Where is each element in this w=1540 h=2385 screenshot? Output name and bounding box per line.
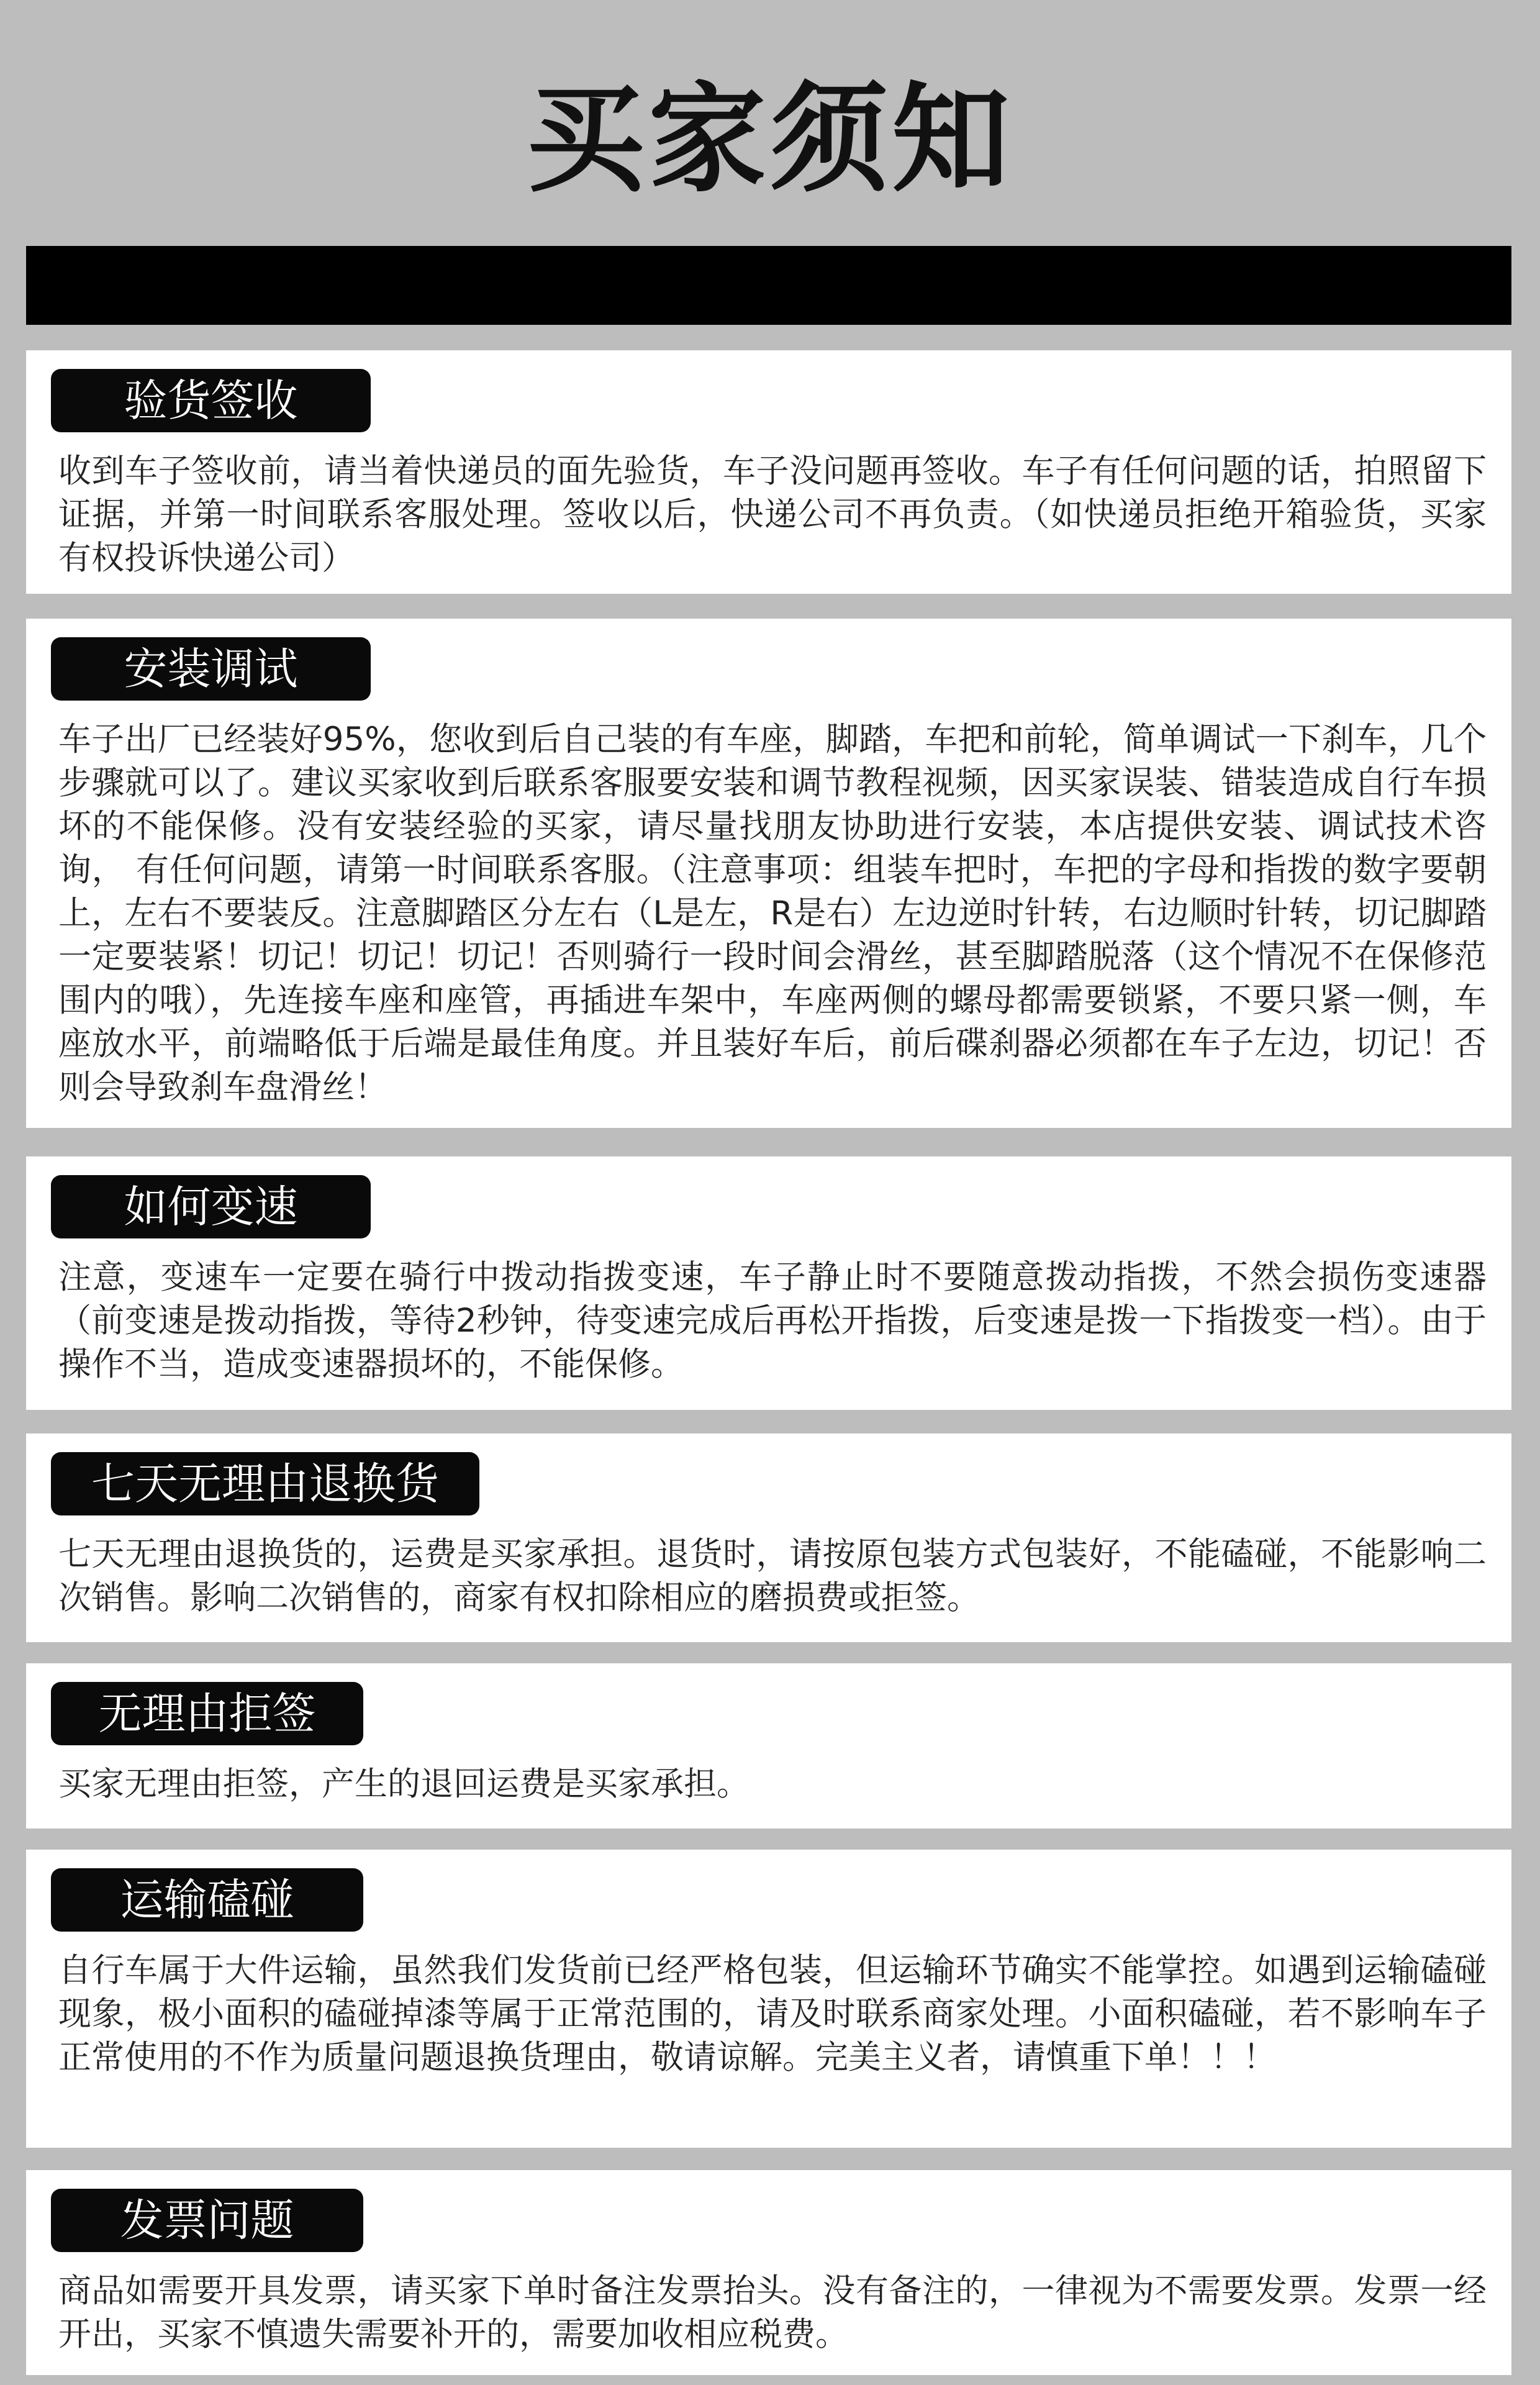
section-text: 自行车属于大件运输，虽然我们发货前已经严格包装，但运输环节确实不能掌控。如遇到运输磕碰现象，极小面积的磕碰掉漆等属于正常范围的，请及时联系商家处理。小面积磕碰，若不影响车子正常使用的不作为质量问题退换货理由，敬请谅解。完美主义者，请慎重下单！！！ xyxy=(58,1951,1487,2076)
section-text: 车子出厂已经装好95%，您收到后自己装的有车座，脚踏，车把和前轮，简单调试一下刹车，几个步骤就可以了。建议买家收到后联系客服要安装和调节教程视频，因买家误装、错装造成自行车损坏的不能保修。没有安装经验的买家，请尽量找朋友协助进行安装，本店提供安装、调试技术咨询， 有任何问题，请第一时间联系客服。（注意事项：组装车把时，车把的字母和指拨的数字要朝上，左右不要装反。注意脚踏区分左右（L是左，R是右）左边逆时针转，右边顺时针转，切记脚踏一定要装紧！切记！切记！切记！否则骑行一段时间会滑丝，甚至脚踏脱落（这个情况不在保修范围内的哦），先连接车座和座管，再插进车架中，车座两侧的螺母都需要锁紧，不要只紧一侧，车座放水平，前端略低于后端是最佳角度。并且装好车后，前后碟刹器必须都在车子左边，切记！否则会导致刹车盘滑丝！ xyxy=(58,720,1487,1106)
section-label: 安装调试 xyxy=(51,637,371,701)
section-text: 收到车子签收前，请当着快递员的面先验货，车子没问题再签收。车子有任何问题的话，拍照留下证据，并第一时间联系客服处理。签收以后，快递公司不再负责。（如快递员拒绝开箱验货，买家有权投诉快递公司） xyxy=(58,452,1487,577)
section-label: 七天无理由退换货 xyxy=(51,1452,479,1515)
header-divider-bar xyxy=(26,246,1511,325)
section-refusal-without-reason xyxy=(26,1663,1511,1828)
section-label: 运输磕碰 xyxy=(51,1868,363,1932)
section-text: 买家无理由拒签，产生的退回运费是买家承担。 xyxy=(58,1765,750,1803)
section-gear-shifting xyxy=(26,1156,1511,1410)
section-label: 发票问题 xyxy=(51,2189,363,2252)
section-text: 七天无理由退换货的，运费是买家承担。退货时，请按原包装方式包装好，不能磕碰，不能影响二次销售。影响二次销售的，商家有权扣除相应的磨损费或拒签。 xyxy=(58,1535,1487,1617)
section-inspection-signing xyxy=(26,350,1511,594)
section-label: 无理由拒签 xyxy=(51,1682,363,1745)
section-label: 验货签收 xyxy=(51,369,371,432)
section-text: 商品如需要开具发票，请买家下单时备注发票抬头。没有备注的，一律视为不需要发票。发票一经开出，买家不慎遗失需要补开的，需要加收相应税费。 xyxy=(58,2272,1487,2353)
section-label: 如何变速 xyxy=(51,1175,371,1238)
section-shipping-damage xyxy=(26,1850,1511,2148)
section-invoice xyxy=(26,2170,1511,2375)
section-installation-adjustment xyxy=(26,619,1511,1128)
section-seven-day-return xyxy=(26,1433,1511,1642)
page-title: 买家须知 xyxy=(526,71,1013,208)
section-text: 注意，变速车一定要在骑行中拨动指拨变速，车子静止时不要随意拨动指拨，不然会损伤变速器（前变速是拨动指拨，等待2秒钟，待变速完成后再松开指拨，后变速是拨一下指拨变一档）。由于操作不当，造成变速器损坏的，不能保修。 xyxy=(58,1258,1487,1383)
